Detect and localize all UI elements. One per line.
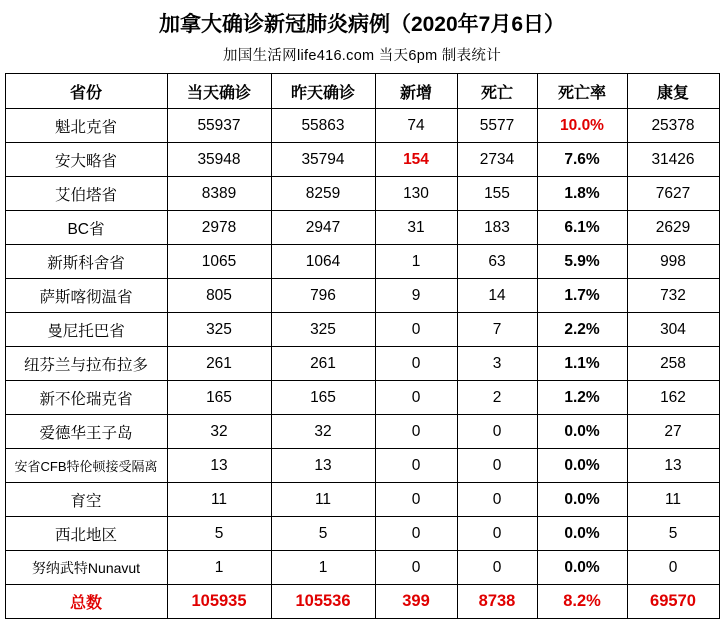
cell-death-rate: 10.0% [537, 109, 627, 143]
cell-recovered: 732 [627, 279, 719, 313]
cell-recovered: 258 [627, 347, 719, 381]
table-row [5, 381, 719, 415]
column-header-province: 省份 [5, 74, 167, 109]
cell-today-cases: 805 [167, 279, 271, 313]
cell-province: 曼尼托巴省 [5, 313, 167, 347]
column-header-deaths: 死亡 [457, 74, 537, 109]
cell-deaths: 7 [457, 313, 537, 347]
cell-death-rate: 0.0% [537, 449, 627, 483]
cell-yesterday-cases: 261 [271, 347, 375, 381]
cell-recovered: 11 [627, 483, 719, 517]
cell-today-cases: 11 [167, 483, 271, 517]
cell-today-cases: 165 [167, 381, 271, 415]
cell-yesterday-cases: 325 [271, 313, 375, 347]
cell-province: 爱德华王子岛 [5, 415, 167, 449]
column-header-today-cases: 当天确诊 [167, 74, 271, 109]
cell-deaths: 2 [457, 381, 537, 415]
cell-recovered: 7627 [627, 177, 719, 211]
cell-total-new-cases: 399 [375, 585, 457, 619]
cell-deaths: 0 [457, 449, 537, 483]
cell-new-cases: 0 [375, 483, 457, 517]
column-header-new-cases: 新增 [375, 74, 457, 109]
table-row [5, 517, 719, 551]
cell-new-cases: 0 [375, 313, 457, 347]
cell-new-cases: 0 [375, 415, 457, 449]
cell-death-rate: 2.2% [537, 313, 627, 347]
cell-death-rate: 5.9% [537, 245, 627, 279]
table-header-row [5, 74, 719, 109]
table-row [5, 177, 719, 211]
cell-recovered: 27 [627, 415, 719, 449]
cell-total-deaths: 8738 [457, 585, 537, 619]
column-header-yesterday-cases: 昨天确诊 [271, 74, 375, 109]
cell-yesterday-cases: 1 [271, 551, 375, 585]
cell-deaths: 2734 [457, 143, 537, 177]
cell-today-cases: 8389 [167, 177, 271, 211]
table-row [5, 551, 719, 585]
cell-today-cases: 5 [167, 517, 271, 551]
cell-total-death-rate: 8.2% [537, 585, 627, 619]
column-header-death-rate: 死亡率 [537, 74, 627, 109]
cell-death-rate: 1.1% [537, 347, 627, 381]
cell-death-rate: 0.0% [537, 483, 627, 517]
cell-new-cases: 0 [375, 381, 457, 415]
cell-new-cases: 0 [375, 551, 457, 585]
cell-death-rate: 6.1% [537, 211, 627, 245]
cell-deaths: 0 [457, 483, 537, 517]
cell-today-cases: 13 [167, 449, 271, 483]
page-subtitle: 加国生活网life416.com 当天6pm 制表统计 [222, 48, 501, 64]
cell-yesterday-cases: 13 [271, 449, 375, 483]
cell-province: 纽芬兰与拉布拉多 [5, 347, 167, 381]
cell-deaths: 0 [457, 415, 537, 449]
cell-death-rate: 0.0% [537, 415, 627, 449]
cell-death-rate: 0.0% [537, 517, 627, 551]
table-row [5, 449, 719, 483]
cell-today-cases: 1 [167, 551, 271, 585]
cell-today-cases: 32 [167, 415, 271, 449]
cell-yesterday-cases: 5 [271, 517, 375, 551]
cell-province: BC省 [5, 211, 167, 245]
cell-recovered: 998 [627, 245, 719, 279]
cell-province: 安省CFB特伦顿接受隔离 [5, 449, 167, 483]
cell-new-cases: 74 [375, 109, 457, 143]
cell-new-cases: 154 [375, 143, 457, 177]
cell-yesterday-cases: 8259 [271, 177, 375, 211]
cell-today-cases: 35948 [167, 143, 271, 177]
table-row [5, 313, 719, 347]
cell-recovered: 162 [627, 381, 719, 415]
cell-province: 新不伦瑞克省 [5, 381, 167, 415]
cell-deaths: 155 [457, 177, 537, 211]
table-row [5, 109, 719, 143]
table-row [5, 279, 719, 313]
cell-new-cases: 1 [375, 245, 457, 279]
cell-province: 萨斯喀彻温省 [5, 279, 167, 313]
cell-recovered: 2629 [627, 211, 719, 245]
cell-yesterday-cases: 1064 [271, 245, 375, 279]
cell-today-cases: 261 [167, 347, 271, 381]
cell-new-cases: 0 [375, 449, 457, 483]
table-row [5, 211, 719, 245]
cell-yesterday-cases: 32 [271, 415, 375, 449]
cell-yesterday-cases: 796 [271, 279, 375, 313]
cell-recovered: 25378 [627, 109, 719, 143]
table-total-row [5, 585, 719, 619]
cell-recovered: 13 [627, 449, 719, 483]
cell-total-today-cases: 105935 [167, 585, 271, 619]
cell-province: 西北地区 [5, 517, 167, 551]
cell-province: 安大略省 [5, 143, 167, 177]
cell-province: 艾伯塔省 [5, 177, 167, 211]
cell-new-cases: 0 [375, 347, 457, 381]
cell-death-rate: 1.7% [537, 279, 627, 313]
table-header [5, 74, 719, 109]
cell-death-rate: 1.8% [537, 177, 627, 211]
cell-today-cases: 55937 [167, 109, 271, 143]
cell-new-cases: 31 [375, 211, 457, 245]
cell-total-yesterday-cases: 105536 [271, 585, 375, 619]
cell-death-rate: 0.0% [537, 551, 627, 585]
cell-yesterday-cases: 165 [271, 381, 375, 415]
cell-recovered: 0 [627, 551, 719, 585]
cell-today-cases: 1065 [167, 245, 271, 279]
cell-deaths: 0 [457, 551, 537, 585]
cell-new-cases: 130 [375, 177, 457, 211]
cell-deaths: 3 [457, 347, 537, 381]
table-row [5, 415, 719, 449]
cell-yesterday-cases: 35794 [271, 143, 375, 177]
cell-recovered: 31426 [627, 143, 719, 177]
cell-deaths: 5577 [457, 109, 537, 143]
cell-death-rate: 7.6% [537, 143, 627, 177]
cell-total-recovered: 69570 [627, 585, 719, 619]
cell-yesterday-cases: 55863 [271, 109, 375, 143]
table-row [5, 143, 719, 177]
cell-deaths: 63 [457, 245, 537, 279]
cell-yesterday-cases: 11 [271, 483, 375, 517]
table-row [5, 245, 719, 279]
cell-recovered: 304 [627, 313, 719, 347]
cell-province: 魁北克省 [5, 109, 167, 143]
cell-today-cases: 2978 [167, 211, 271, 245]
cell-province: 育空 [5, 483, 167, 517]
cell-province: 新斯科舍省 [5, 245, 167, 279]
cell-new-cases: 9 [375, 279, 457, 313]
page-title: 加拿大确诊新冠肺炎病例（2020年7月6日） [158, 13, 566, 36]
table-body [5, 109, 719, 619]
cell-new-cases: 0 [375, 517, 457, 551]
cell-recovered: 5 [627, 517, 719, 551]
cell-deaths: 0 [457, 517, 537, 551]
cell-today-cases: 325 [167, 313, 271, 347]
column-header-recovered: 康复 [627, 74, 719, 109]
cell-province: 努纳武特Nunavut [5, 551, 167, 585]
cell-deaths: 183 [457, 211, 537, 245]
cell-total-label: 总数 [5, 585, 167, 619]
cell-deaths: 14 [457, 279, 537, 313]
cell-death-rate: 1.2% [537, 381, 627, 415]
table-row [5, 483, 719, 517]
cell-yesterday-cases: 2947 [271, 211, 375, 245]
covid-cases-table [5, 73, 720, 619]
table-row [5, 347, 719, 381]
